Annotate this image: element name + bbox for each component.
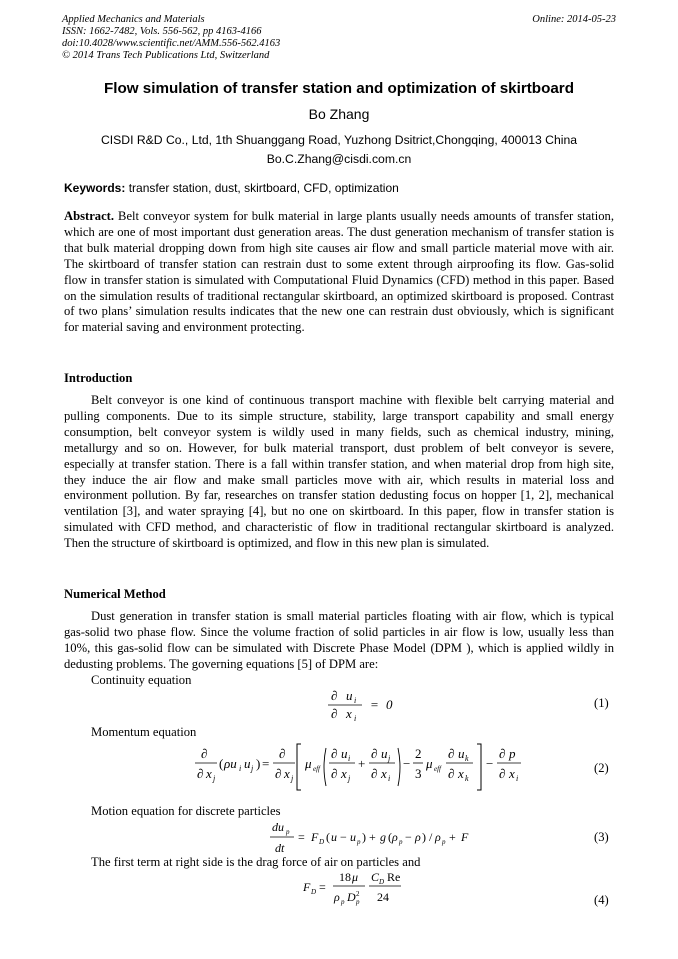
svg-text:D: D — [311, 888, 317, 896]
svg-text:j: j — [251, 764, 254, 773]
equation-1-number: (1) — [594, 696, 609, 710]
svg-text:p: p — [509, 746, 516, 761]
drag-force-label: The first term at right side is the drag force of air on particles and — [91, 855, 421, 869]
svg-text:p: p — [357, 838, 361, 846]
svg-text:∂: ∂ — [331, 766, 338, 781]
momentum-equation-svg — [195, 740, 525, 794]
svg-text:u: u — [331, 830, 337, 844]
svg-text:C: C — [371, 870, 380, 884]
continuity-equation — [328, 688, 408, 728]
svg-text:k: k — [465, 754, 469, 763]
svg-text:eff: eff — [313, 765, 320, 773]
equation-3-number: (3) — [594, 830, 609, 844]
svg-text:3: 3 — [415, 766, 422, 781]
svg-text:=: = — [298, 830, 305, 844]
svg-text:18: 18 — [339, 870, 351, 884]
drag-force-equation-svg — [303, 869, 413, 909]
svg-text:x: x — [381, 766, 387, 781]
svg-text:x: x — [341, 766, 347, 781]
author-name: Bo Zhang — [308, 106, 370, 122]
svg-text:=: = — [262, 756, 270, 771]
abstract-label: Abstract. — [64, 209, 115, 223]
svg-text:μ: μ — [426, 756, 433, 771]
svg-text:∂: ∂ — [197, 766, 204, 781]
svg-text:0: 0 — [386, 697, 393, 712]
svg-text:u: u — [341, 746, 348, 761]
svg-text:i: i — [388, 774, 391, 783]
svg-text:∂: ∂ — [275, 766, 282, 781]
svg-text:∂: ∂ — [448, 766, 455, 781]
online-date: Online: 2014-05-23 — [532, 14, 616, 25]
abstract-text: Belt conveyor system for bulk material in large plants usually needs amounts of transfer station, which are one of most important dust generation areas. The dust generation mechanism of transfer station is that bulk material dropping down from high site causes air flow and small particle material move with air. The skirtboard of transfer station can restrain dust to some extent through airproofing its flow. Gas-solid flow in transfer station is simulated with Computational Fluid Dynamics (CFD) method in this paper. Based on the simulation results of traditional rectangular skirtboard, an optimized skirtboard is proposed. Contrast of two plans’ simulation results indicates that the new one can restrain dust obviously, which is significant for material saving and environment protecting. — [64, 209, 614, 335]
abstract — [64, 209, 614, 336]
svg-text:i: i — [354, 696, 357, 705]
svg-text:∂: ∂ — [371, 766, 378, 781]
svg-text:): ) — [256, 756, 261, 771]
svg-text:p: p — [442, 838, 446, 846]
svg-text:=: = — [319, 880, 326, 894]
svg-text:F: F — [311, 830, 319, 844]
svg-text:i: i — [516, 774, 519, 783]
continuity-label: Continuity equation — [91, 673, 192, 687]
svg-text:x: x — [509, 766, 515, 781]
svg-text:g: g — [380, 830, 386, 844]
svg-text:j: j — [291, 774, 294, 783]
svg-text:μ: μ — [352, 870, 359, 884]
svg-text:x: x — [458, 766, 464, 781]
svg-text:p: p — [399, 838, 403, 846]
copyright-line: © 2014 Trans Tech Publications Ltd, Switzerland — [62, 50, 270, 61]
svg-text:u: u — [350, 830, 356, 844]
issn-line: ISSN: 1662-7482, Vols. 556-562, pp 4163-4166 — [62, 26, 262, 37]
svg-text:∂: ∂ — [499, 746, 506, 761]
svg-text:j: j — [213, 774, 216, 783]
affiliation: CISDI R&D Co., Ltd, 1th Shuanggang Road, Yuzhong Dsitrict,Chongqing, 400013 China — [100, 133, 578, 147]
svg-text:x: x — [346, 706, 352, 721]
svg-text:k: k — [465, 774, 469, 783]
svg-text:u: u — [346, 688, 353, 703]
svg-text:dt: dt — [275, 841, 285, 855]
svg-text:=: = — [370, 697, 379, 712]
journal-name: Applied Mechanics and Materials — [62, 14, 205, 25]
svg-text:i: i — [239, 764, 242, 773]
svg-text:2: 2 — [415, 746, 422, 761]
svg-text:p: p — [341, 898, 345, 906]
author-email[interactable]: Bo.C.Zhang@cisdi.com.cn — [266, 152, 412, 166]
svg-text:ρu: ρu — [224, 756, 237, 771]
introduction-paragraph: Belt conveyor is one kind of continuous transport machine with flexible belt carrying material and pulling components. Due to its simple structure, stability, large transport capability and small energy consumption, belt conveyor system is wildly used in many fields, such as chemical industry, mining, metallurgy and so on. However, for bulk material transport, dust problem of belt conveyor is severe, especially at transfer station. There is a fall within transfer station, and when material drop from high site, they induce the air flow and make small particles move with air, which results in material loss and environment pollution. By far, researches on transfer station dedusting focus on hopper [1, 2], mechanical ventilation [3], and water spraying [4], but no one on skirtboard. In this paper, flow in transfer station is simulated with CFD method, and characteristic of flow in traditional rectangular skirtboard is analyzed. Then the structure of skirtboard is optimized, and flow in this new plan is simulated. — [64, 393, 614, 551]
svg-text:u: u — [244, 756, 251, 771]
svg-text:−: − — [403, 756, 411, 771]
svg-text:x: x — [284, 766, 290, 781]
svg-text:x: x — [206, 766, 212, 781]
svg-text:) /: ) / — [422, 830, 433, 844]
svg-text:D: D — [347, 890, 356, 904]
svg-text:∂: ∂ — [331, 706, 338, 721]
svg-text:μ: μ — [305, 756, 312, 771]
svg-text:(: ( — [388, 830, 392, 844]
motion-label: Motion equation for discrete particles — [91, 804, 281, 818]
motion-equation-svg — [268, 818, 488, 858]
svg-text:ρ: ρ — [334, 890, 340, 904]
svg-text:(: ( — [326, 830, 330, 844]
paper-title: Flow simulation of transfer station and optimization of skirtboard — [104, 80, 574, 97]
svg-text:j: j — [348, 774, 351, 783]
svg-text:i: i — [354, 714, 357, 723]
svg-text:) +: ) + — [362, 830, 376, 844]
svg-text:∂: ∂ — [371, 746, 378, 761]
svg-text:ρ: ρ — [415, 830, 421, 844]
continuity-equation-svg — [328, 688, 408, 724]
keywords-text: transfer station, dust, skirtboard, CFD, optimization — [125, 181, 399, 195]
svg-text:∂: ∂ — [331, 746, 338, 761]
keywords-label: Keywords: — [64, 181, 126, 195]
momentum-equation — [195, 740, 525, 798]
svg-text:D: D — [379, 878, 385, 886]
equation-2-number: (2) — [594, 761, 609, 775]
svg-text:F: F — [303, 880, 311, 894]
svg-text:p: p — [356, 898, 360, 906]
introduction-heading: Introduction — [64, 371, 133, 385]
svg-text:j: j — [388, 754, 391, 763]
svg-text:D: D — [319, 838, 325, 846]
svg-text:2: 2 — [356, 890, 360, 898]
svg-text:∂: ∂ — [201, 746, 208, 761]
svg-text:ρ: ρ — [392, 830, 398, 844]
svg-text:Re: Re — [387, 870, 401, 884]
svg-text:F: F — [461, 830, 469, 844]
journal-header — [62, 14, 616, 62]
svg-text:(: ( — [219, 756, 224, 771]
svg-text:+: + — [358, 756, 366, 771]
momentum-label: Momentum equation — [91, 725, 197, 739]
numerical-method-paragraph: Dust generation in transfer station is small material particles floating with air flow, which is typical gas-solid two phase flow. Since the volume fraction of solid particles in air flow is low, usually less than 10%, this gas-solid flow can be simulated with Discrete Phase Model (DPM ), which is applied wildly in dedusting problems. The governing equations [5] of DPM are: — [64, 609, 614, 671]
svg-text:−: − — [486, 756, 494, 771]
svg-text:−: − — [405, 830, 412, 844]
doi-line[interactable]: doi:10.4028/www.scientific.net/AMM.556-562.4163 — [62, 38, 281, 49]
equation-4-number: (4) — [594, 893, 609, 907]
svg-text:i: i — [348, 754, 351, 763]
svg-text:∂: ∂ — [279, 746, 286, 761]
svg-text:ρ: ρ — [435, 830, 441, 844]
numerical-method-heading: Numerical Method — [64, 587, 166, 601]
drag-force-equation — [303, 869, 413, 913]
svg-text:∂: ∂ — [499, 766, 506, 781]
svg-text:∂: ∂ — [448, 746, 455, 761]
keywords — [64, 181, 624, 195]
svg-text:eff: eff — [434, 765, 441, 773]
svg-text:−: − — [340, 830, 347, 844]
svg-text:u: u — [458, 746, 465, 761]
svg-text:du: du — [272, 820, 284, 834]
svg-text:24: 24 — [377, 890, 389, 904]
svg-text:u: u — [381, 746, 388, 761]
svg-text:+: + — [449, 830, 456, 844]
svg-text:∂: ∂ — [331, 688, 338, 703]
svg-text:p: p — [286, 828, 290, 836]
